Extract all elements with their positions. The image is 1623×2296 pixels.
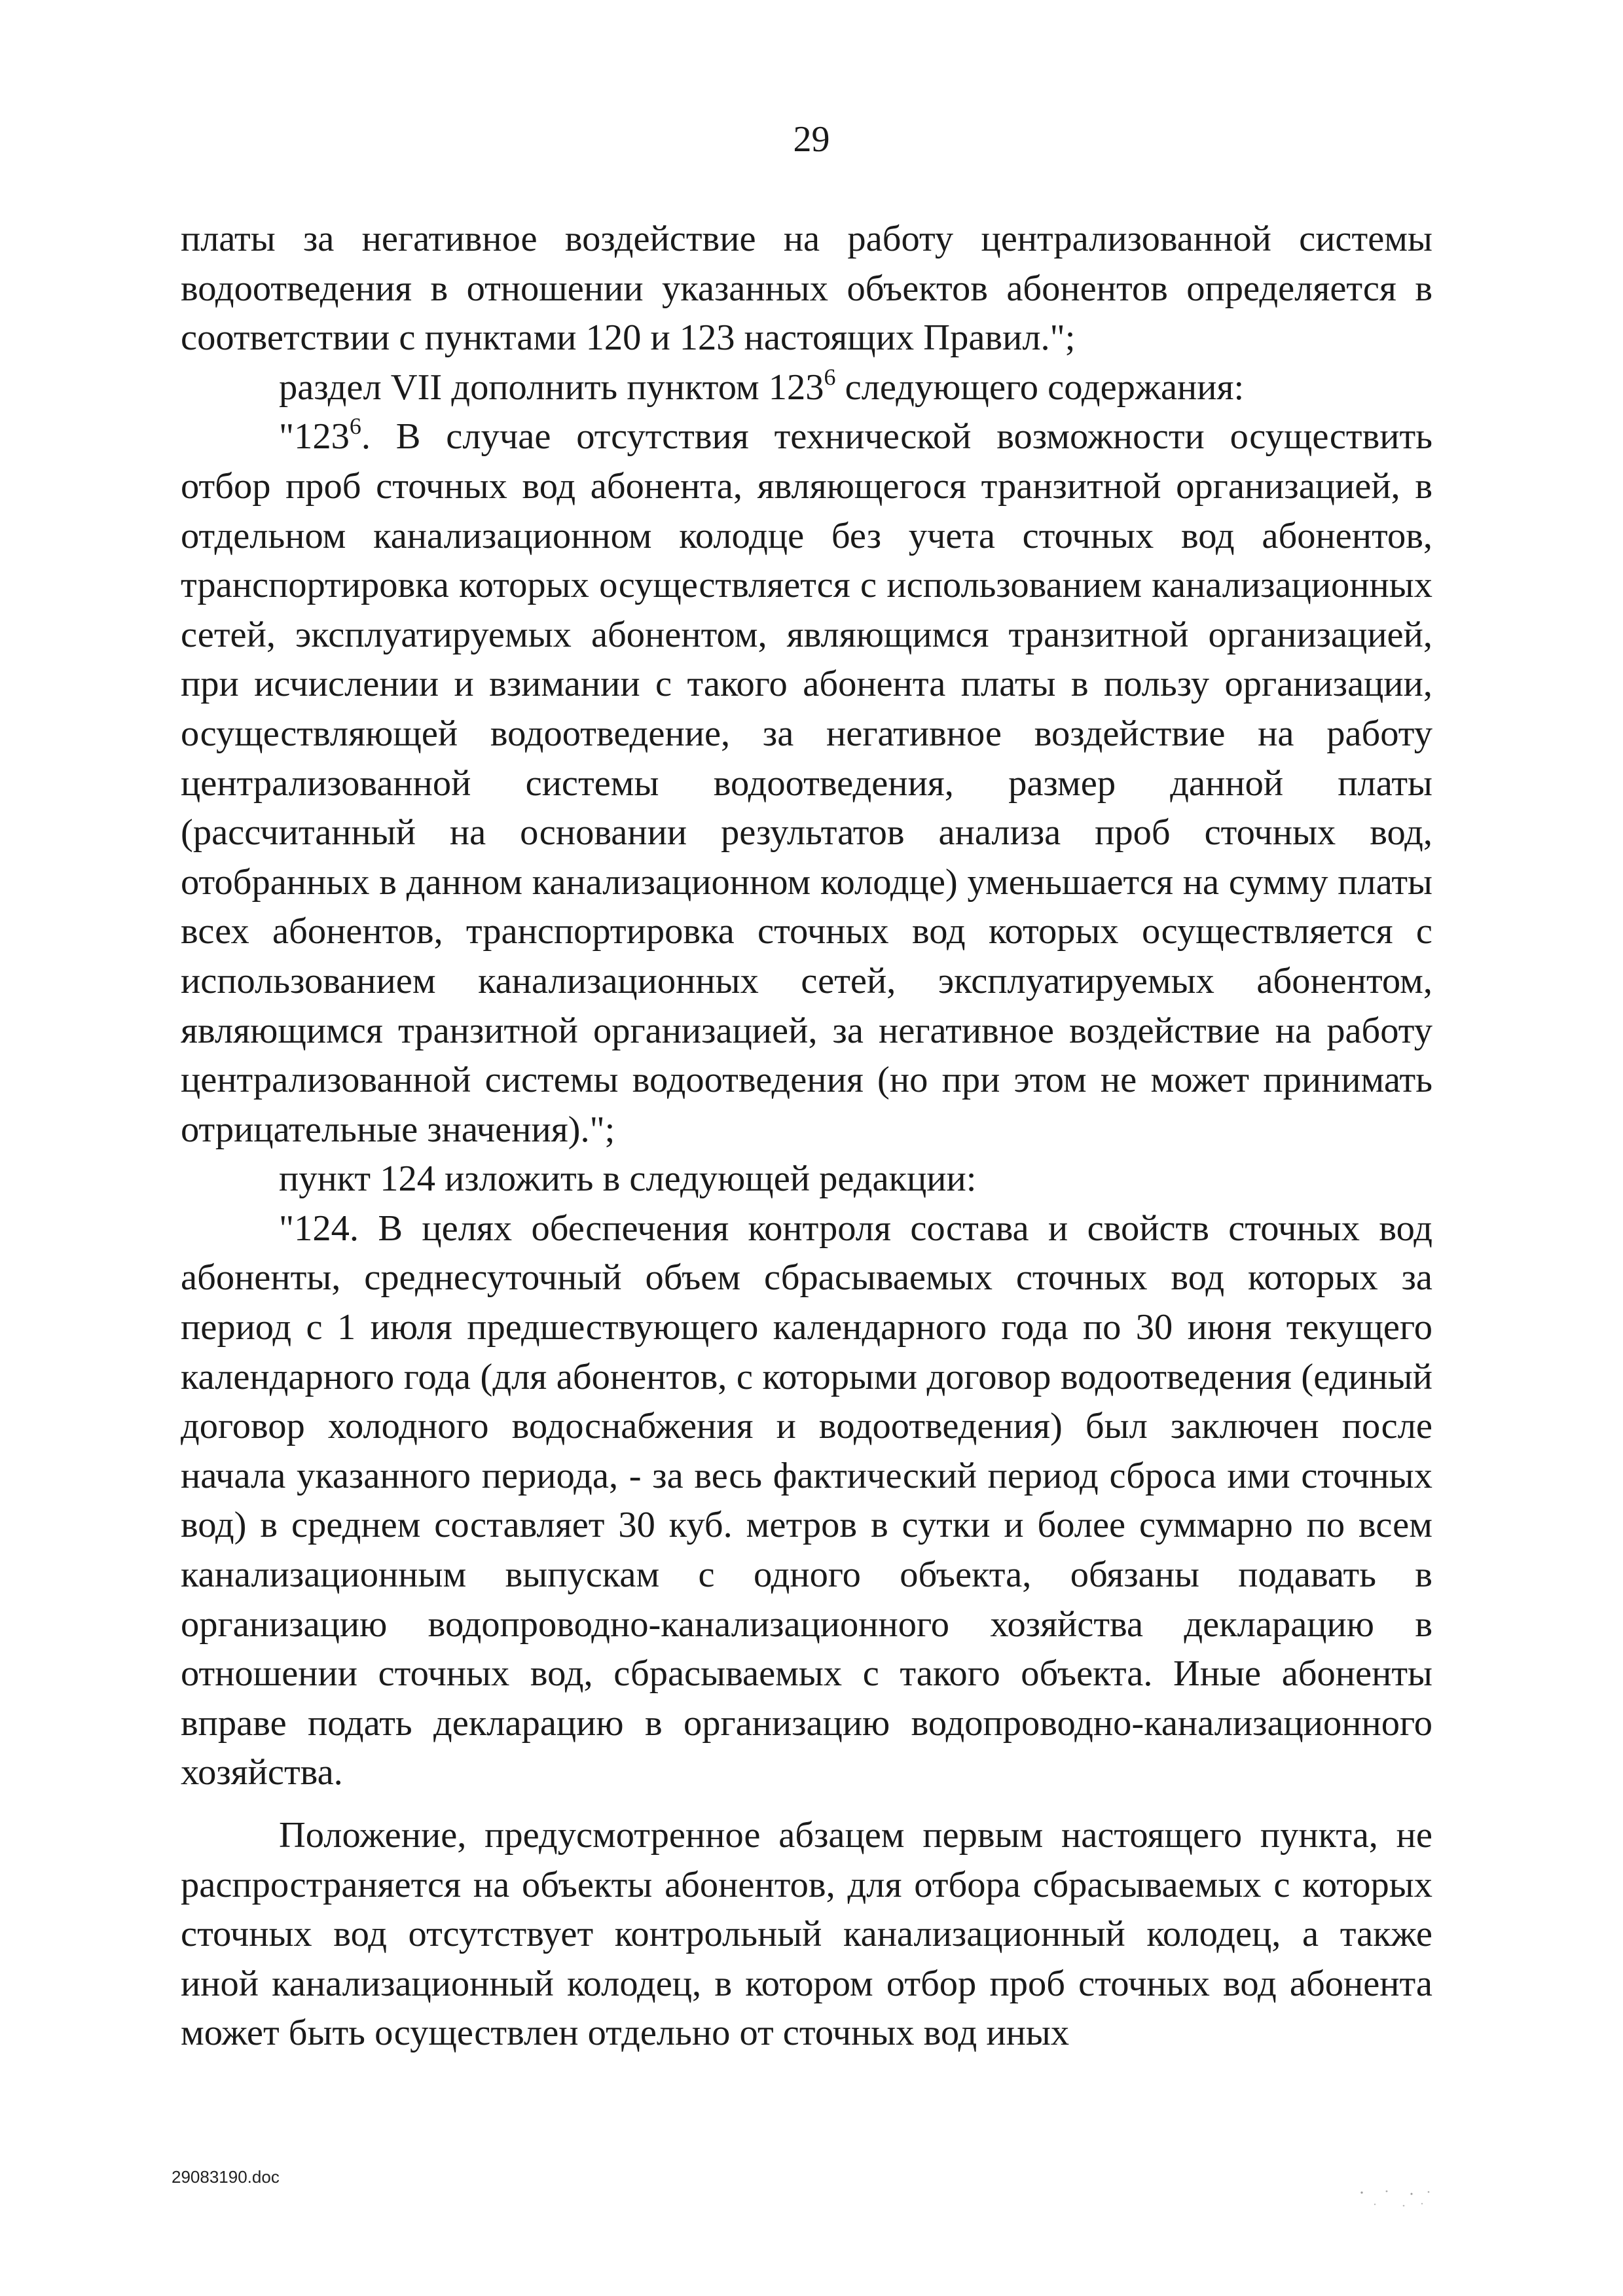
paragraph-point-123-6 — [181, 412, 1432, 1155]
paragraph-section-vii-amendment — [181, 363, 1432, 413]
paragraph-text-after: следующего содержания: — [835, 367, 1245, 408]
superscript-index: 6 — [349, 413, 361, 440]
footer-file-name: 29083190.doc — [172, 2167, 280, 2187]
paragraph-text-before: "123 — [279, 416, 350, 457]
paragraph-text-before: раздел VII дополнить пунктом 123 — [279, 367, 824, 408]
paragraph-point-124-intro: пункт 124 изложить в следующей редакции: — [279, 1158, 977, 1200]
paragraph-text-after: . В случае отсутствия технической возможности осуществить отбор проб сточных вод абонента, являющегося транзитной организацией, в отдельном канализационном колодце без учета сточных вод абонентов, транспортировка которых осуществляется с использованием канализационных сетей, эксплуатируемых абонентом, являющимся транзитной организацией, при исчислении и взимании с такого абонента платы в пользу организации, осуществляющей водоотведение, за негативное воздействие на работу централизованной системы водоотведения, размер данной платы (рассчитанный на основании результатов анализа проб сточных вод, отобранных в данном канализационном колодце) уменьшается на сумму платы всех абонентов, транспортировка сточных вод которых осуществляется с использованием канализационных сетей, эксплуатируемых абонентом, являющимся транзитной организацией, за негативное воздействие на работу централизованной системы водоотведения (но при этом не может принимать отрицательные значения)."; — [181, 416, 1432, 1150]
paragraph-point-124: "124. В целях обеспечения контроля состава и свойств сточных вод абоненты, среднесуточный объем сбрасываемых сточных вод которых за период с 1 июля предшествующего календарного года по 30 июня текущего календарного года (для абонентов, с которыми договор водоотведения (единый договор холодного водоснабжения и водоотведения) был заключен после начала указанного периода, - за весь фактический период сброса ими сточных вод) в среднем составляет 30 куб. метров в сутки и более суммарно по всем канализационным выпускам с одного объекта, обязаны подавать в организацию водопроводно-канализационного хозяйства декларацию в отношении сточных вод, сбрасываемых с такого объекта. Иные абоненты вправе подать декларацию в организацию водопроводно-канализационного хозяйства. — [181, 1208, 1432, 1793]
paragraph-continuation: платы за негативное воздействие на работу централизованной системы водоотведения в отношении указанных объектов абонентов определяется в соответствии с пунктами 120 и 123 настоящих Правил."; — [181, 219, 1432, 359]
page-number: 29 — [793, 119, 830, 160]
superscript-index: 6 — [824, 363, 836, 390]
scan-specks — [1349, 2186, 1440, 2212]
document-body — [181, 215, 1432, 2058]
paragraph-provision: Положение, предусмотренное абзацем первым настоящего пункта, не распространяется на объекты абонентов, для отбора сбрасываемых с которых сточных вод отсутствует контрольный канализационный колодец, а также иной канализационный колодец, в котором отбор проб сточных вод абонента может быть осуществлен отдельно от сточных вод иных — [181, 1815, 1432, 2054]
